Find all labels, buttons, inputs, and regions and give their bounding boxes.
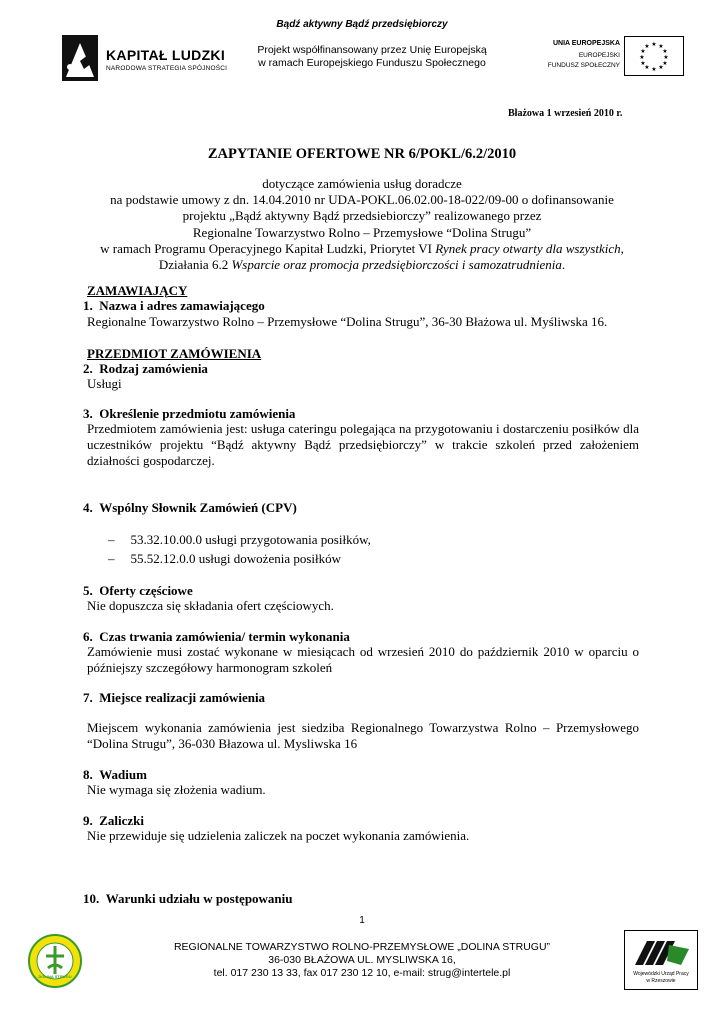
s2-heading: 2. Rodzaj zamówienia [83, 361, 208, 376]
section-przedmiot: PRZEDMIOT ZAMÓWIENIA [87, 346, 262, 361]
s9-heading: 9. Zaliczki [83, 813, 145, 828]
header-slogan: Bądź aktywny Bądź przedsiębiorczy [276, 19, 448, 30]
dolina-strugu-emblem-icon [28, 934, 82, 988]
intro-line-5: w ramach Programu Operacyjnego Kapitał Ludzki, Priorytet VI Rynek pracy otwarty dla wszystkich, [100, 240, 624, 256]
dolina-strugu-label: DOLINA STRUGU [38, 974, 72, 979]
kapital-ludzki-logo [58, 33, 238, 83]
intro-line-6: Działania 6.2 Wsparcie oraz promocja przedsiębiorczości i samozatrudnienia. [158, 257, 566, 273]
s1-heading: 1. Nazwa i adres zamawiającego [83, 298, 265, 313]
s1-text: Regionalne Towarzystwo Rolno – Przemysłowe “Dolina Strugu”, 36-30 Błażowa ul. Myśliwska 16. [87, 314, 608, 329]
eu-logo [534, 36, 684, 78]
kl-subtitle: NARODOWA STRATEGIA SPÓJNOŚCI [106, 65, 228, 72]
s6-text: Zamówienie musi zostać wykonane w miesiącach od wrzesień 2010 do październik 2010 w oparciu o późniejszy szczegółowy harmonogram szkoleń [87, 644, 639, 675]
wup-emblem-icon [631, 935, 691, 969]
s4-item-1: – 53.32.10.00.0 usługi przygotowania posiłków, [108, 532, 371, 547]
svg-text:★: ★ [662, 60, 668, 67]
s10-heading: 10. Warunki udziału w postępowaniu [83, 891, 293, 906]
wup-logo [624, 930, 698, 990]
s7-text: Miejscem wykonania zamówienia jest siedziba Regionalnego Towarzystwa Rolno – Przemysłowego “Dolina Strugu”, 36-030 Błazowa ul. Mysliwska 16 [87, 720, 639, 751]
footer-line-1: REGIONALNE TOWARZYSTWO ROLNO-PRZEMYSŁOWE „DOLINA STRUGU” [173, 941, 551, 953]
intro-line-4: Regionalne Towarzystwo Rolno – Przemysłowe “Dolina Strugu” [192, 224, 532, 240]
intro-block [60, 176, 664, 273]
s4-heading: 4. Wspólny Słownik Zamówień (CPV) [83, 500, 297, 515]
eu-line-2: EUROPEJSKI [578, 52, 620, 59]
dolina-strugu-logo [28, 934, 82, 988]
s8-heading: 8. Wadium [83, 767, 147, 782]
svg-text:★: ★ [640, 48, 646, 55]
svg-text:★: ★ [663, 54, 669, 61]
eu-line-3: FUNDUSZ SPOŁECZNY [547, 62, 620, 69]
footer-line-2: 36-030 BŁAŻOWA UL. MYSLIWSKA 16, [268, 954, 456, 966]
intro-line-2: na podstawie umowy z dn. 14.04.2010 nr UDA-POKL.06.02.00-18-022/09-00 o dofinansowanie [110, 192, 614, 208]
eu-flag-icon [624, 36, 684, 76]
svg-text:★: ★ [639, 54, 645, 61]
s5-heading: 5. Oferty częściowe [83, 583, 193, 598]
svg-text:★: ★ [640, 60, 646, 67]
s8-text: Nie wymaga się złożenia wadium. [87, 782, 266, 797]
cofinance-line-1: Projekt współfinansowany przez Unię Europejską [257, 44, 487, 56]
document-date: Błażowa 1 wrzesień 2010 r. [508, 108, 623, 119]
cofinance-line-2: w ramach Europejskiego Funduszu Społecznego [258, 57, 486, 69]
section-zamawiajacy: ZAMAWIAJĄCY [87, 283, 188, 298]
svg-text:★: ★ [651, 66, 657, 73]
page-number: 1 [359, 915, 365, 926]
svg-text:★: ★ [658, 64, 664, 71]
s5-text: Nie dopuszcza się składania ofert częściowych. [87, 598, 334, 613]
s6-heading: 6. Czas trwania zamówienia/ termin wykonania [83, 629, 350, 644]
wup-line-2: w Rzeszowie [646, 978, 676, 984]
kapital-ludzki-emblem-icon [58, 33, 102, 83]
s7-heading: 7. Miejsce realizacji zamówienia [83, 690, 266, 705]
svg-text:★: ★ [658, 43, 664, 50]
s9-text: Nie przewiduje się udzielenia zaliczek na poczet wykonania zamówienia. [87, 828, 470, 843]
s2-text: Usługi [87, 376, 122, 391]
s4-item-2: – 55.52.12.0.0 usługi dowożenia posiłków [108, 551, 342, 566]
svg-text:★: ★ [651, 41, 657, 48]
kl-title: KAPITAŁ LUDZKI [106, 47, 226, 63]
svg-text:★: ★ [644, 64, 650, 71]
footer-line-3: tel. 017 230 13 33, fax 017 230 12 10, e-mail: strug@intertele.pl [213, 967, 511, 979]
document-title: ZAPYTANIE OFERTOWE NR 6/POKL/6.2/2010 [207, 146, 517, 162]
svg-text:★: ★ [644, 43, 650, 50]
s3-text: Przedmiotem zamówienia jest: usługa cateringu polegająca na przygotowaniu i dostarczeniu posiłków dla uczestników projektu “Bądź aktywny Bądź przedsiębiorczy” w trakcie szkoleń przed założeniem działności gospodarczej. [87, 421, 639, 468]
eu-line-1: UNIA EUROPEJSKA [552, 40, 620, 47]
wup-line-1: Wojewódzki Urząd Pracy [633, 971, 689, 977]
intro-line-1: dotyczące zamówienia usług doradcze [262, 176, 462, 191]
s3-heading: 3. Określenie przedmiotu zamówienia [83, 406, 296, 421]
intro-line-3: projektu „Bądź aktywny Bądź przedsiebiorczy” realizowanego przez [182, 208, 542, 224]
svg-text:★: ★ [662, 48, 668, 55]
